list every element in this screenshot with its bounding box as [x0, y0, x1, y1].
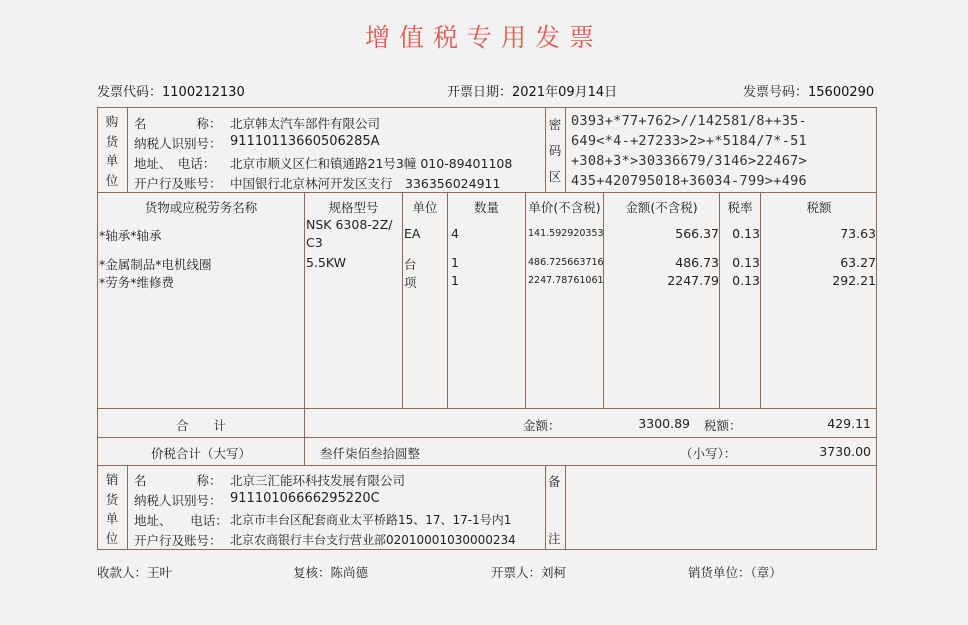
- cipher-line-3: +308+3*>30336679/3146>22467>: [571, 153, 807, 169]
- total-words-label: 价税合计（大写）: [150, 446, 251, 461]
- footer-drawer: 开票人：刘柯: [491, 565, 567, 580]
- col-header-rate: 税率: [727, 200, 753, 215]
- totals-tax: 429.11: [827, 416, 871, 431]
- invoice-date-value: 2021年09月14日: [512, 85, 618, 100]
- item-row-3-qty: 1: [451, 273, 459, 288]
- totals-tax-label: 税额：: [704, 418, 742, 433]
- item-row-3-unit: 项: [404, 275, 417, 290]
- col-header-unit: 单位: [412, 200, 438, 215]
- col-header-amount: 金额(不含税): [625, 200, 698, 215]
- item-row-2-unit: 台: [404, 257, 417, 272]
- invoice-code: [97, 81, 245, 100]
- item-row-2-name: *金属制品*电机线圈: [99, 257, 212, 272]
- totals-label: 合 计: [175, 418, 226, 433]
- cipher-line-1: 0393+*77+762>//142581/8++35-: [571, 113, 807, 129]
- item-row-1-amount: 566.37: [675, 226, 719, 241]
- invoice-code-value: 1100212130: [162, 85, 245, 100]
- col-header-qty: 数量: [473, 200, 499, 215]
- totals-amount: 3300.89: [638, 416, 690, 431]
- buyer-taxid-label: 纳税人识别号：: [134, 136, 222, 151]
- item-row-1-tax: 73.63: [840, 226, 876, 241]
- buyer-taxid: 91110113660506285A: [230, 134, 380, 149]
- col-header-tax: 税额: [806, 200, 832, 215]
- item-row-2-qty: 1: [451, 255, 459, 270]
- seller-address: 北京市丰台区配套商业太平桥路15、17、17-1号内1: [230, 513, 512, 527]
- cipher-side-label: 密 码 区: [548, 117, 562, 184]
- footer-reviewer: 复核：陈尚德: [293, 565, 369, 580]
- item-row-2-price: 486.725663716: [528, 257, 604, 268]
- col-header-name: 货物或应税劳务名称: [144, 200, 258, 215]
- invoice-code-label: 发票代码：: [97, 85, 163, 100]
- total-small: 3730.00: [819, 444, 871, 459]
- buyer-address-label: 地址、 电话：: [134, 156, 216, 171]
- buyer-side-label: 购 货 单 位: [105, 114, 119, 188]
- buyer-bank-label: 开户行及账号：: [134, 176, 222, 191]
- invoice-number-value: 15600290: [808, 85, 875, 100]
- item-row-1-unit: EA: [404, 226, 421, 241]
- item-row-3-amount: 2247.79: [667, 273, 719, 288]
- seller-name-label: 名 称：: [134, 473, 222, 488]
- footer-payee: 收款人：王叶: [97, 565, 173, 580]
- item-row-1-rate: 0.13: [732, 226, 760, 241]
- invoice-date: [447, 81, 617, 100]
- item-row-2-rate: 0.13: [732, 255, 760, 270]
- item-row-1-qty: 4: [451, 226, 459, 241]
- seller-bank: 北京农商银行丰台支行营业部02010001030000234: [230, 533, 516, 547]
- item-row-3-rate: 0.13: [732, 273, 760, 288]
- item-row-3-name: *劳务*维修费: [99, 275, 175, 290]
- remark-label-1: 备: [548, 474, 561, 489]
- item-row-1-spec: NSK 6308-2Z/: [306, 217, 393, 232]
- item-row-1-price: 141.592920353: [528, 228, 604, 239]
- seller-side-label: 销 货 单 位: [105, 472, 119, 546]
- cipher-line-2: 649<*4-+27233>2>+*5184/7*-51: [571, 133, 807, 149]
- remark-label-2: 注: [548, 531, 561, 546]
- footer-seller-stamp: 销货单位：（章）: [688, 565, 782, 580]
- buyer-name-label: 名 称：: [134, 116, 222, 131]
- item-row-2-spec: 5.5KW: [306, 255, 346, 270]
- item-row-3-tax: 292.21: [832, 273, 876, 288]
- item-row-2-amount: 486.73: [675, 255, 719, 270]
- seller-taxid: 91110106666295220C: [230, 491, 380, 506]
- invoice-date-label: 开票日期：: [447, 85, 513, 100]
- item-row-1-name: *轴承*轴承: [99, 228, 162, 243]
- seller-address-label: 地址、 电话：: [134, 513, 228, 528]
- item-row-3-price: 2247.78761061: [528, 275, 604, 286]
- col-header-price: 单价(不含税): [528, 200, 601, 215]
- cipher-line-4: 435+420795018+36034-799>+496: [571, 173, 807, 189]
- invoice-number: [743, 81, 874, 100]
- seller-taxid-label: 纳税人识别号：: [134, 493, 222, 508]
- totals-amount-label: 金额：: [523, 418, 561, 433]
- invoice-number-label: 发票号码：: [743, 85, 809, 100]
- buyer-bank: 中国银行北京林河开发区支行 336356024911: [230, 176, 501, 191]
- buyer-name: 北京韩太汽车部件有限公司: [230, 116, 381, 131]
- total-words: 叁仟柒佰叁拾圆整: [320, 446, 421, 461]
- buyer-address: 北京市顺义区仁和镇通路21号3幢 010-89401108: [230, 156, 513, 171]
- col-header-spec: 规格型号: [328, 200, 379, 215]
- invoice-title: 增值税专用发票: [364, 23, 603, 52]
- seller-bank-label: 开户行及账号：: [134, 533, 222, 548]
- seller-name: 北京三汇能环科技发展有限公司: [230, 473, 406, 488]
- total-small-label: （小写）：: [680, 446, 737, 461]
- item-row-1-spec-cont: C3: [306, 235, 323, 250]
- item-row-2-tax: 63.27: [840, 255, 876, 270]
